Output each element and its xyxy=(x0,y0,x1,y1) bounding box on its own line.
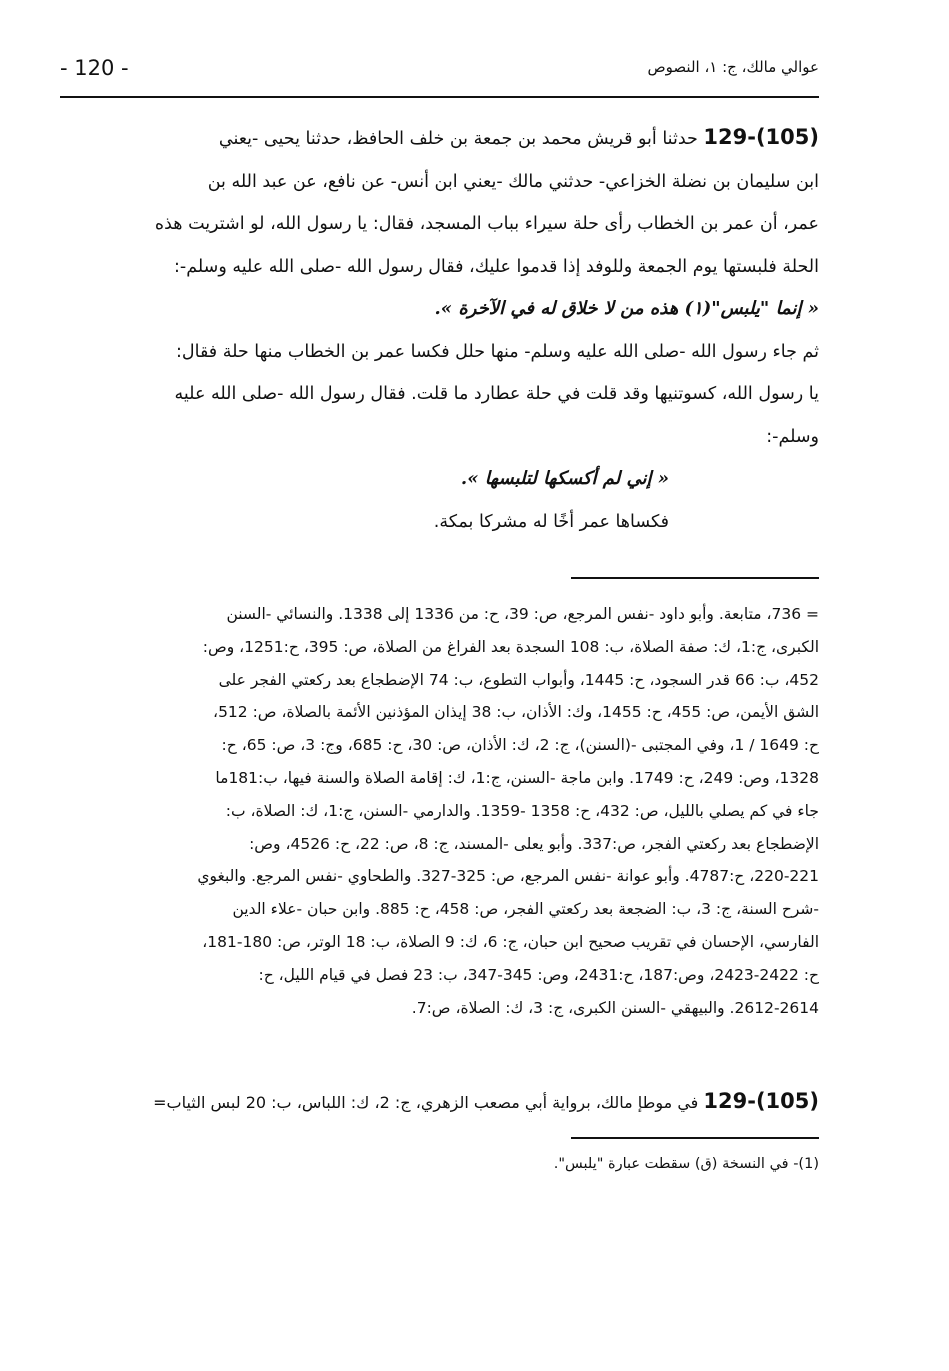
note-line: جاء في كم يصلي بالليل، ص: 432، ح: 1358 -1359. والدارمي -السنن، ج:1، ك: الصلاة، ب: xyxy=(225,801,819,820)
main-text xyxy=(60,116,819,543)
entry-line-3: عمر، أن عمر بن الخطاب رأى حلة سيراء بباب المسجد، فقال: يا رسول الله، لو اشتريت هذه xyxy=(154,214,819,234)
note-line: 1328، وص: 249، ح: 1749. وابن ماجة -السنن، ج:1، ك: إقامة الصلاة والسنة فيها، ب:181ما xyxy=(215,768,819,787)
page-number: - 120 - xyxy=(60,56,129,80)
entry-line-2: ابن سليمان بن نضلة الخزاعي- حدثني مالك -يعني ابن أنس- عن نافع، عن عبد الله بن xyxy=(207,171,819,192)
prophetic-quote-2: « إني لم أكسكها لتلبسها ». xyxy=(460,468,669,489)
second-entry xyxy=(60,1084,819,1120)
note-line: 452، ب: 66 قدر السجود، ح: 1445، وأبواب التطوع، ب: 74 الإضطجاع بعد ركعتي الفجر على xyxy=(218,670,819,689)
note-line: ح: 1649 / 1، وفي المجتبى -(السنن)، ج: 2، ك: الأذان، ص: 30، ح: 685، وج: 3، ص: 65، ح: xyxy=(221,736,819,755)
second-entry-text: في موطإ مالك، برواية أبي مصعب الزهري، ج: 2، ك: اللباس، ب: 20 لبس الثياب= xyxy=(153,1093,699,1112)
note-line: 2612-2614. والبيهقي -السنن الكبرى، ج: 3، ك: الصلاة، ص:7. xyxy=(411,998,819,1017)
entry-text-line: حدثنا أبو قريش محمد بن جمعة بن خلف الحافظ، حدثنا يحيى -يعني xyxy=(218,129,698,149)
note-line: -شرح السنة، ج: 3، ب: الضجعة بعد ركعتي الفجر، ص: 458، ح: 885. وابن حبان -علاء الدين xyxy=(232,900,819,919)
entry-number: 129-(105) xyxy=(703,125,819,149)
footnote-divider xyxy=(571,1137,819,1139)
second-entry-number: 129-(105) xyxy=(703,1089,819,1113)
entry-line-1 xyxy=(60,116,819,161)
entry-line-5: ثم جاء رسول الله -صلى الله عليه وسلم- منها حلل فكسا عمر بن الخطاب منها حلة فقال: xyxy=(176,341,819,362)
note-line: = 736، متابعة. وأبو داود -نفس المرجع، ص: 39، ح: من 1336 إلى 1338. والنسائي -السنن xyxy=(226,605,819,623)
header-divider xyxy=(60,96,819,98)
prophetic-quote-1: « إنما "يلبس"(١) هذه من لا خلاق له في الآخرة ». xyxy=(434,298,819,319)
entry-line-6: يا رسول الله، كسوتنيها وقد قلت في حلة عطارد ما قلت. فقال رسول الله -صلى الله عليه xyxy=(174,384,819,404)
entry-line-4: الحلة فلبستها يوم الجمعة وللوفد إذا قدموا عليك، فقال رسول الله -صلى الله عليه وسلم-: xyxy=(174,256,819,277)
takhrij-notes xyxy=(60,598,819,1024)
note-line: الفارسي، الإحسان في تقريب صحيح ابن حبان، ج: 6، ك: 9 الصلاة، ب: 18 الوتر، ص: 180-181، xyxy=(202,932,819,951)
note-line: ح: 2422-2423، وص:187، ح:2431، وص: 345-347، ب: 23 فصل في قيام الليل، ح: xyxy=(258,965,819,984)
note-line: الشق الأيمن، ص: 455، ح: 1455، وك: الأذان، ب: 38 إيذان المؤذنين الأئمة بالصلاة، ص: 512، xyxy=(213,703,819,722)
notes-divider xyxy=(571,577,819,579)
note-line: 220-221، ح:4787. وأبو عوانة -نفس المرجع، ص: 325-327. والطحاوي -نفس المرجع. والبغوي xyxy=(197,867,819,886)
note-line: الإضطجاع بعد ركعتي الفجر، ص:337. وأبو يعلى -المسند، ج: 8، ص: 22، ح: 4526، وص: xyxy=(249,834,819,853)
note-line: الكبرى، ج:1، ك: صفة الصلاة، ب: 108 السجدة بعد الفراغ من الصلاة، ص: 395، ح:1251، وص: xyxy=(202,637,819,656)
closing-line: فكساها عمر أخًا له مشركا بمكة. xyxy=(433,511,669,532)
running-title: عوالي مالك، ج: ١، النصوص xyxy=(647,58,819,76)
page-header xyxy=(60,56,819,90)
footnote: (1)- في النسخة (ق) سقطت عبارة "يلبس". xyxy=(553,1156,819,1172)
entry-line-7: وسلم-: xyxy=(766,426,819,447)
